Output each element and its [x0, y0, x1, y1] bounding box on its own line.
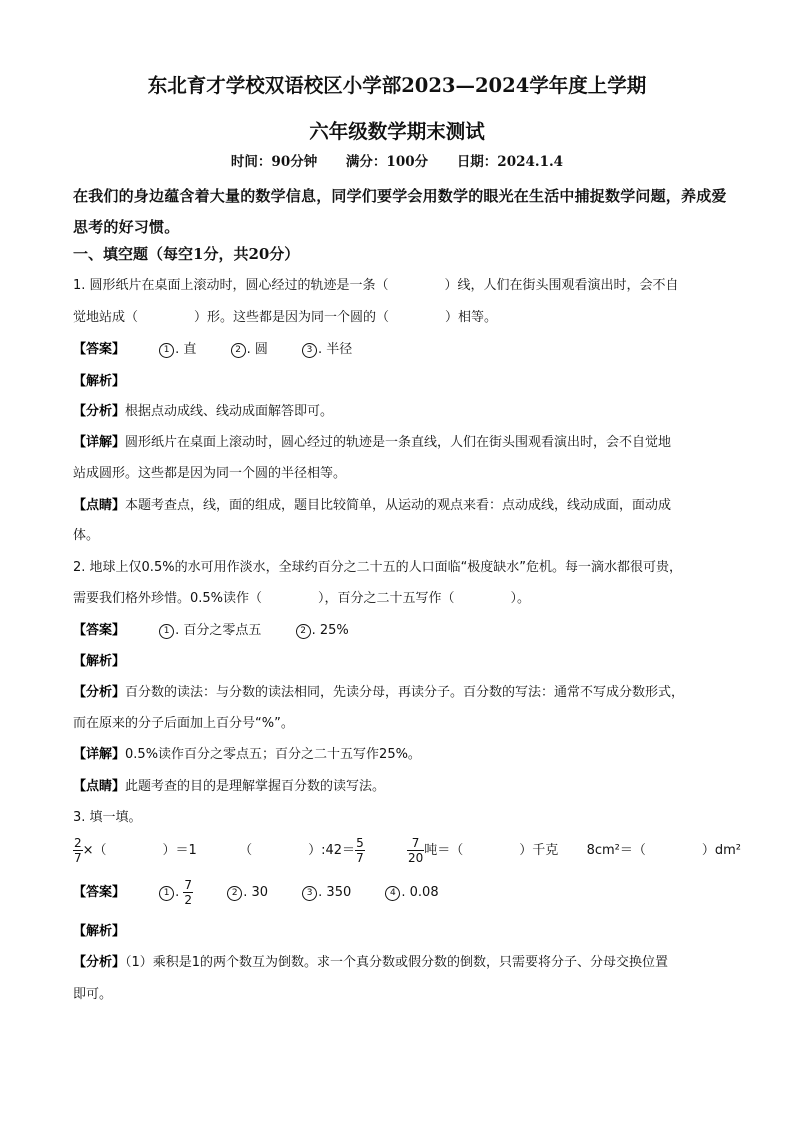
section-heading: 一、填空题（每空1分，共20分）: [73, 245, 300, 263]
exam-meta: [0, 150, 794, 170]
q2-fenxi: 【分析】百分数的读法：与分数的读法相同，先读分母，再读分子。百分数的写法：通常不写成分数形式，: [73, 685, 685, 700]
q2-dianjing: 【点睛】此题考查的目的是理解掌握百分数的读写法。: [73, 779, 386, 794]
q3-fraction-5-7: $\frac{5}{7}$: [356, 836, 364, 865]
q3-fraction-7-20: $\frac{7}{20}$: [407, 836, 424, 865]
q1-jiexi: 【解析】: [73, 374, 126, 389]
q2-xiangjie: 【详解】0.5%读作百分之零点五；百分之二十五写作25%。: [73, 747, 421, 762]
intro-text: 在我们的身边蕴含着大量的数学信息，同学们要学会用数学的眼光在生活中捕捉数学问题，养成爱思考的好习惯。: [73, 187, 727, 236]
q3-answer: 【答案】 1 . $\frac{7}{2}$ 2 . 30 3 . 350 4 . 0.08: [73, 878, 439, 907]
exam-time: 时间：90分钟: [230, 154, 318, 170]
q2-line2: 需要我们格外珍惜。0.5%读作（ ），百分之二十五写作（ ）。: [73, 591, 531, 606]
q2-line1: 2. 地球上仅0.5%的水可用作淡水，全球约百分之二十五的人口面临“极度缺水”危机。每一滴水都很可贵，: [73, 560, 683, 575]
q1-xiangjie-cont: 站成圆形。这些都是因为同一个圆的半径相等。: [73, 466, 347, 481]
q3-fraction-2-7: $\frac{2}{7}$: [74, 836, 82, 865]
q2-jiexi: 【解析】: [73, 654, 126, 669]
q1-xiangjie: 【详解】圆形纸片在桌面上滚动时，圆心经过的轨迹是一条直线，人们在街头围观看演出时，会不自觉地: [73, 435, 672, 450]
q3-title: 3. 填一填。: [73, 810, 142, 825]
q1-answer: 【答案】 1 . 直 2 . 圆 3 . 半径: [73, 342, 353, 357]
exam-title: 东北育才学校双语校区小学部2023—2024学年度上学期: [147, 74, 647, 97]
exam-subtitle: 六年级数学期末测试: [309, 120, 485, 143]
exam-date: 日期：2024.1.4: [456, 154, 564, 170]
q3-answer-fraction: $\frac{7}{2}$: [184, 878, 193, 907]
q1-dianjing-cont: 体。: [73, 528, 100, 543]
q1-fenxi: 【分析】根据点动成线、线动成面解答即可。: [73, 404, 334, 419]
q3-jiexi: 【解析】: [73, 924, 126, 939]
q1-line1: 1. 圆形纸片在桌面上滚动时，圆心经过的轨迹是一条（ ）线，人们在街头围观看演出时，会不自: [73, 278, 679, 293]
q3-problems: $\frac{2}{7}$ ×（ ）＝1 （ ）:42＝ $\frac{5}{7}$ $\frac{7}{20}$ 吨＝（ ）千克 8cm²＝（ ）dm²: [74, 836, 742, 865]
q2-answer: 【答案】 1 . 百分之零点五 2 . 25%: [73, 623, 349, 638]
q1-dianjing: 【点睛】本题考查点，线，面的组成，题目比较简单，从运动的观点来看：点动成线，线动成面，面动成: [73, 498, 672, 513]
q3-fenxi: 【分析】（1）乘积是1的两个数互为倒数。求一个真分数或假分数的倒数，只需要将分子、分母交换位置: [73, 955, 669, 970]
exam-score: 满分：100分: [345, 154, 429, 170]
q3-fenxi-cont: 即可。: [73, 987, 113, 1002]
q1-line2: 觉地站成（ ）形。这些都是因为同一个圆的（ ）相等。: [73, 310, 498, 325]
q2-fenxi-cont: 而在原来的分子后面加上百分号“%”。: [73, 716, 294, 731]
